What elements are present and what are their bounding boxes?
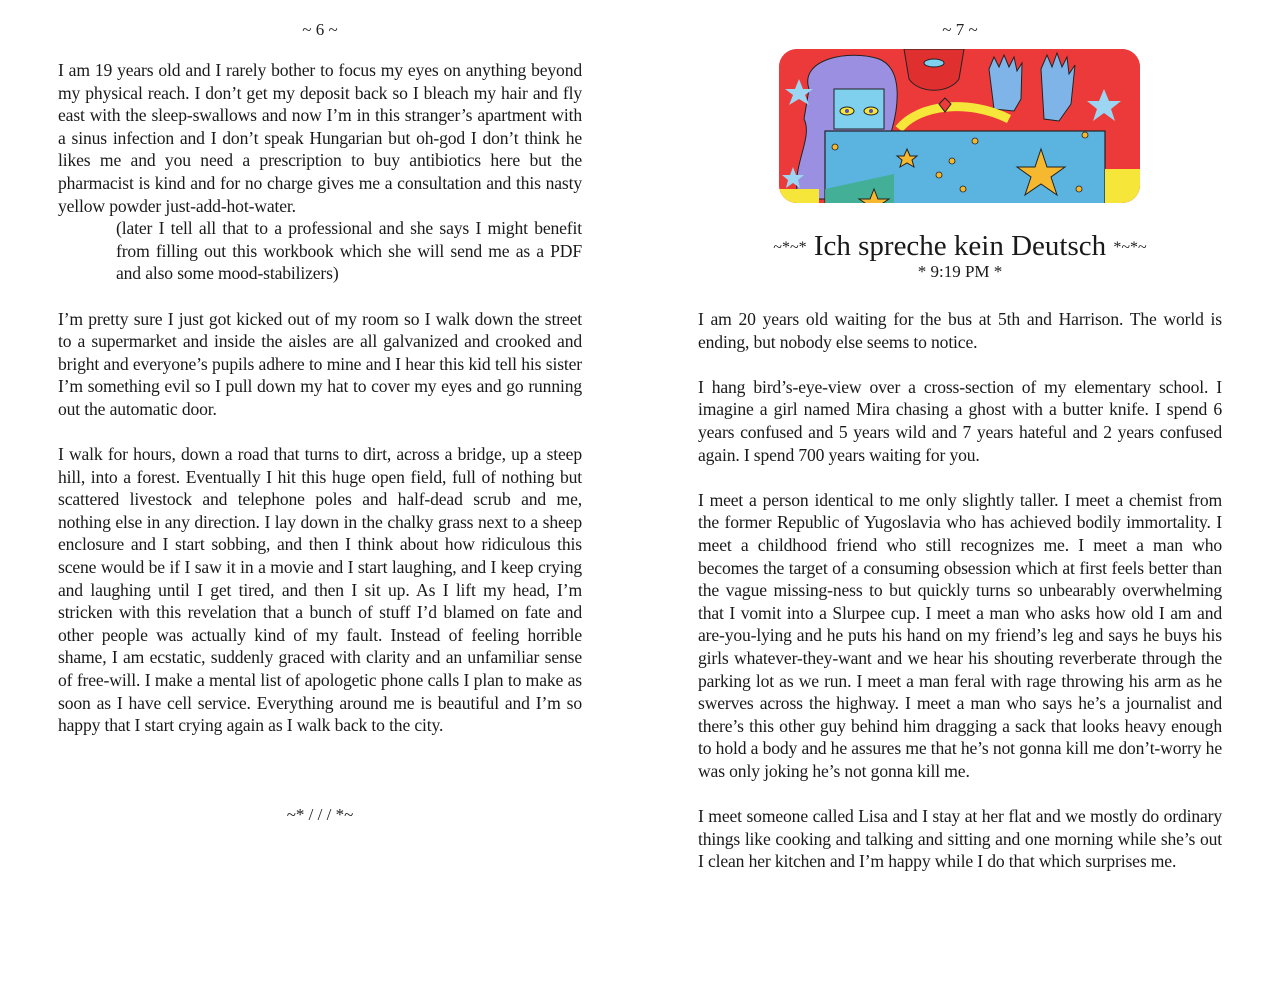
figure-face <box>904 49 964 90</box>
paragraph: I hang bird’s-eye-view over a cross-section of my elementary school. I imagine a girl named Mira chasing a ghost with a butter knife. I spend 6 years confused and 5 years wild and 7 years hateful and 2 years confused again. I spend 700 years waiting for you. <box>698 376 1222 465</box>
lips <box>924 59 944 67</box>
paragraph: I am 19 years old and I rarely bother to focus my eyes on anything beyond my physical reach. I don’t get my deposit back so I bleach my hair and fly east with the sleep-swallows and now I’m in this stranger’s apartment with a sinus infection and I don’t speak Hungarian but oh-god I don’t think he likes me and you need a prescription to buy antibiotics here but the pharmacist is kind and for no charge gives me a consultation and this nasty yellow powder just-add-hot-water. <box>58 60 582 216</box>
chapter-time: * 9:19 PM * <box>917 262 1003 281</box>
paragraph: I’m pretty sure I just got kicked out of my room so I walk down the street to a supermarket and inside the aisles are all galvanized and crooked and bright and everyone’s pupils adhere to mine and I hear this kid tell his sister I’m something evil so I pull down my hat to cover my eyes and go running out the automatic door. <box>58 308 582 419</box>
body-text <box>698 308 1222 895</box>
paragraph: I am 20 years old waiting for the bus at 5th and Harrison. The world is ending, but nobody else seems to notice. <box>698 309 1222 352</box>
yellow-accent <box>1105 169 1140 203</box>
paragraph: I walk for hours, down a road that turns to dirt, across a bridge, up a steep hill, into a forest. Eventually I hit this huge open field, full of nothing but scattered livestock and telephone poles and half-dead scrub and me, nothing else in any direction. I lay down in the chalky grass next to a sheep enclosure and I start sobbing, and then I think about how ridiculous this scene would be if I saw it in a movie and I start laughing, and I keep crying and laughing until I get tired, and then I sit up. As I lift my head, I’m stricken with this revelation that a bunch of stuff I’d blamed on fate and other people was actually kind of my fault. Instead of feeling horrible shame, I am ecstatic, suddenly graced with clarity and an unfamiliar sense of free-will. I make a mental list of apologetic phone calls I plan to make as soon as I have cell service. Everything around me is beautiful and I’m so happy that I start crying again as I walk back to the city. <box>58 444 582 736</box>
page-number: ~ 6 ~ <box>302 20 338 39</box>
title-ornament-right: *~*~ <box>1113 239 1147 256</box>
illustration <box>779 49 1140 203</box>
yellow-accent <box>779 189 819 203</box>
chapter-title <box>640 228 1280 266</box>
paragraph: I meet a person identical to me only slightly taller. I meet a chemist from the former Republic of Yugoslavia who has achieved bodily immortality. I meet a childhood friend who still recognizes me. I meet a man who becomes the target of a consuming obsession which at first feels better than the vague missing-ness to but quickly turns so unbearably overwhelming that I vomit into a Slurpee cup. I meet a man who asks how old I am and are-you-lying and he puts his hand on my friend’s leg and says he buys his girls whatever-they-want and we hear his shouting reverberate through the parking lot as we run. I meet a man feral with rage throwing his arm as he swerves across the highway. I meet a man who says he’s a journalist and there’s this other guy behind him dragging a sack that looks heavy enough to hold a body and he assures me that he’s not gonna kill me don’t-worry he was only joking he’s not gonna kill me. <box>698 489 1222 781</box>
chapter-title-text: Ich spreche kein Deutsch <box>813 230 1107 262</box>
illustration-drawing <box>779 49 1140 203</box>
title-ornament-left: ~*~* <box>773 239 807 256</box>
body-text <box>58 59 582 759</box>
page-number: ~ 7 ~ <box>942 20 978 39</box>
parenthetical-aside: (later I tell all that to a professional and she says I might benefit from filling out this workbook which she will send me as a PDF and also some mood-stabilizers) <box>116 218 582 284</box>
section-break: ~* / / / *~ <box>286 805 354 824</box>
paragraph: I meet someone called Lisa and I stay at her flat and we mostly do ordinary things like cooking and talking and sitting and one morning while she’s out I clean her kitchen and I’m happy while I do that which surprises me. <box>698 806 1222 872</box>
right-page <box>640 0 1280 989</box>
